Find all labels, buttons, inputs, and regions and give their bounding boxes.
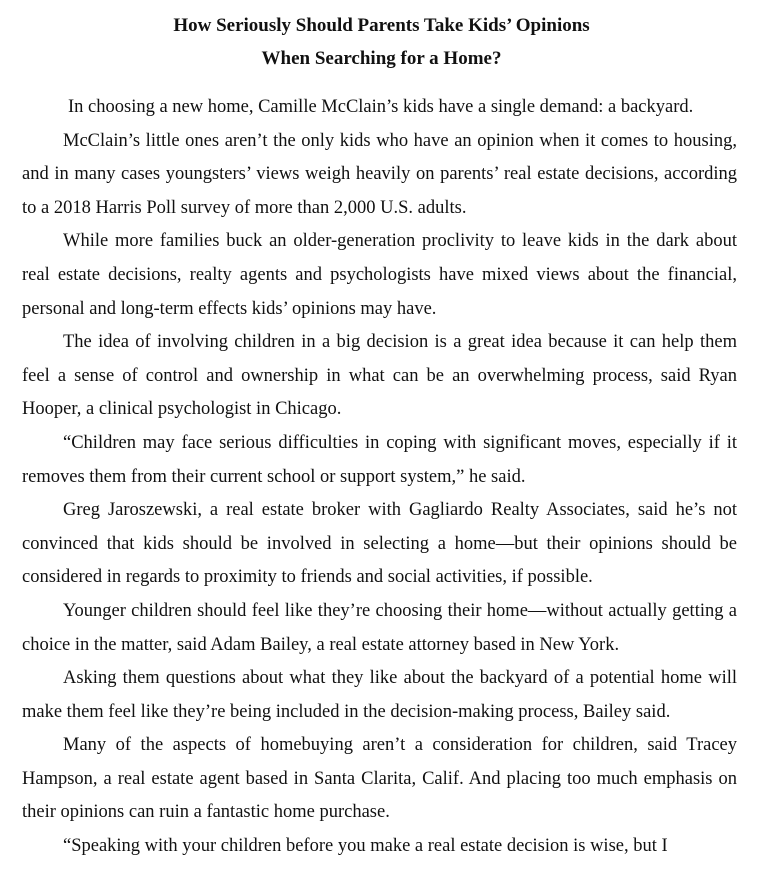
paragraph-9: Many of the aspects of homebuying aren’t a consideration for children, said Tracey Hampson, a real estate agent based in Santa Clarita, Calif. And placing too much emphasis on their opinions can ruin a fantastic home purchase.	[22, 735, 737, 823]
article-title-line-2: When Searching for a Home?	[261, 48, 502, 69]
paragraph-6: Greg Jaroszewski, a real estate broker with Gagliardo Realty Associates, said he’s not convinced that kids should be involved in selecting a home—but their opinions should be considered in regards to proximity to friends and social activities, if possible.	[22, 500, 737, 588]
paragraph-3: While more families buck an older-generation proclivity to leave kids in the dark about real estate decisions, realty agents and psychologists have mixed views about the financial, personal and long-term effects kids’ opinions may have.	[22, 231, 737, 319]
paragraph-5: “Children may face serious difficulties in coping with significant moves, especially if it removes them from their current school or support system,” he said.	[22, 432, 737, 487]
paragraph-1: In choosing a new home, Camille McClain’s kids have a single demand: a backyard.	[68, 97, 694, 117]
article-title	[0, 9, 763, 75]
paragraph-4: The idea of involving children in a big decision is a great idea because it can help them feel a sense of control and ownership in what can be an overwhelming process, said Ryan Hooper, a clinical psychologist in Chicago.	[22, 332, 737, 420]
paragraph-8: Asking them questions about what they like about the backyard of a potential home will make them feel like they’re being included in the decision-making process, Bailey said.	[22, 668, 737, 722]
paragraph-10: “Speaking with your children before you make a real estate decision is wise, but I	[63, 836, 668, 857]
article-body	[22, 91, 737, 864]
paragraph-7: Younger children should feel like they’re choosing their home—without actually getting a choice in the matter, said Adam Bailey, a real estate attorney based in New York.	[22, 600, 737, 655]
article-title-line-1: How Seriously Should Parents Take Kids’ Opinions	[173, 15, 590, 36]
paragraph-2: McClain’s little ones aren’t the only kids who have an opinion when it comes to housing, and in many cases youngsters’ views weigh heavily on parents’ real estate decisions, according to a 2018 Harris Poll survey of more than 2,000 U.S. adults.	[22, 130, 737, 218]
